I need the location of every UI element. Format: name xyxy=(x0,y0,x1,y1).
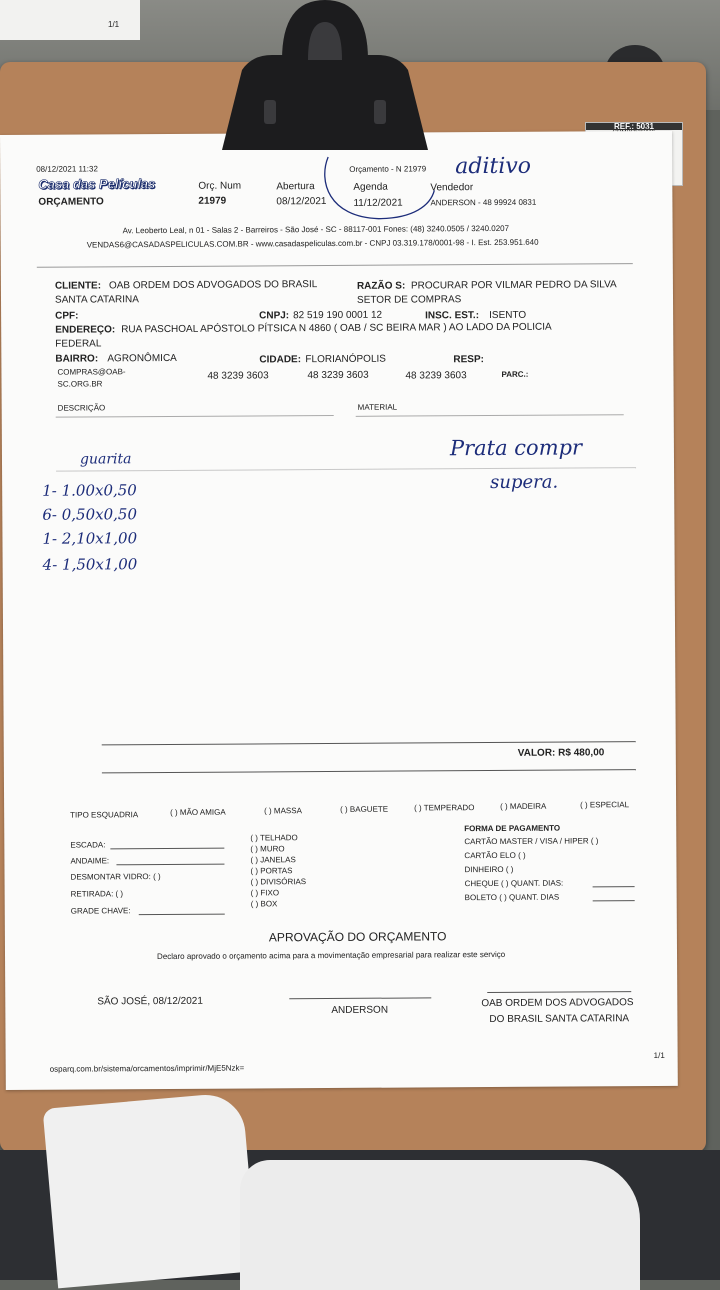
boleto-days-line xyxy=(593,900,635,901)
tipo-option: ( ) MADEIRA xyxy=(500,801,547,811)
top-paper-page: 1/1 xyxy=(108,20,120,29)
cliente-name: OAB ORDEM DOS ADVOGADOS DO BRASIL xyxy=(108,279,318,292)
approval-client-2: DO BRASIL SANTA CATARINA xyxy=(489,1013,630,1026)
handwritten-item: 4- 1,50x1,00 xyxy=(42,555,138,574)
footer-page: 1/1 xyxy=(653,1050,665,1061)
service-option: ( ) MURO xyxy=(250,844,285,854)
payment-option: CHEQUE ( ) QUANT. DIAS: xyxy=(464,878,564,889)
service-option: ( ) FIXO xyxy=(250,888,280,898)
clipboard-clip xyxy=(212,0,438,160)
payment-option: DINHEIRO ( ) xyxy=(464,864,514,875)
cnpj-label: CNPJ: xyxy=(259,310,290,322)
tipo-option: ( ) ESPECIAL xyxy=(580,800,630,810)
insc-value: ISENTO xyxy=(489,309,527,322)
cpf-label: CPF: xyxy=(55,310,79,322)
parc-label: PARC.: xyxy=(501,369,529,379)
company-address: Av. Leoberto Leal, n 01 - Salas 2 - Barreiros - São José - SC - 88117-001 Fones: (48) 3240.0505 / 3240.0207 xyxy=(122,223,510,236)
orc-num-label: Orç. Num xyxy=(198,180,242,192)
material-header: MATERIAL xyxy=(357,402,398,412)
payment-option: CARTÃO ELO ( ) xyxy=(464,850,526,861)
razao-social-2: SETOR DE COMPRAS xyxy=(356,294,462,306)
endereco-value-2: FEDERAL xyxy=(55,338,102,350)
header-divider xyxy=(37,263,633,268)
handwritten-aditivo: aditivo xyxy=(455,153,532,180)
payment-option: CARTÃO MASTER / VISA / HIPER ( ) xyxy=(464,836,599,847)
payment-title: FORMA DE PAGAMENTO xyxy=(464,823,561,834)
razao-label: RAZÃO S: xyxy=(356,280,406,292)
fabric-foreground xyxy=(240,1160,640,1290)
cliente-label: CLIENTE: xyxy=(54,280,102,292)
handwritten-item: 1- 2,10x1,00 xyxy=(42,529,138,548)
footer-url: osparq.com.br/sistema/orcamentos/imprimir/MjE5Nzk= xyxy=(49,1063,245,1074)
tipo-option: ( ) MÃO AMIGA xyxy=(170,807,226,817)
escada-line xyxy=(110,848,224,850)
endereco-value: RUA PASCHOAL APÓSTOLO PÍTSICA N 4860 ( OAB / SC BEIRA MAR ) AO LADO DA POLICIA xyxy=(121,321,552,336)
cliente-name-2: SANTA CATARINA xyxy=(54,294,139,306)
valor-line-top xyxy=(102,741,636,745)
approval-place-date: SÃO JOSÉ, 08/12/2021 xyxy=(97,995,203,1008)
company-contact: VENDAS6@CASADASPELICULAS.COM.BR - www.casadaspeliculas.com.br - CNPJ 03.319.178/0001-98 - I. Est. 253.951.640 xyxy=(86,237,539,250)
handwritten-item: 6- 0,50x0,50 xyxy=(42,505,138,524)
retirada: RETIRADA: ( ) xyxy=(70,889,124,899)
andaime-label: ANDAIME: xyxy=(70,856,110,866)
phone-1: 48 3239 3603 xyxy=(207,370,269,382)
email-line-1: COMPRAS@OAB- xyxy=(57,367,126,377)
service-option: ( ) JANELAS xyxy=(250,855,296,865)
cidade-value: FLORIANÓPOLIS xyxy=(305,353,386,366)
top-paper xyxy=(0,0,140,40)
andaime-line xyxy=(116,864,224,866)
handwritten-item-title: guarita xyxy=(79,451,132,468)
agenda-label: Agenda xyxy=(353,181,388,193)
desmontar-vidro: DESMONTAR VIDRO: ( ) xyxy=(70,872,161,882)
grade-chave-label: GRADE CHAVE: xyxy=(70,906,131,916)
vendedor-label: Vendedor xyxy=(430,182,474,194)
tipo-option: ( ) BAGUETE xyxy=(340,804,389,814)
approval-title: APROVAÇÃO DO ORÇAMENTO xyxy=(268,929,447,945)
abertura-date: 08/12/2021 xyxy=(276,196,327,208)
service-option: ( ) PORTAS xyxy=(250,866,293,876)
cnpj-value: 82 519 190 0001 12 xyxy=(293,309,383,322)
sticker-ref: REF.: 5031 xyxy=(586,123,682,130)
budget-sheet xyxy=(0,131,678,1090)
descricao-underline xyxy=(56,415,334,418)
bairro-value: AGRONÔMICA xyxy=(107,352,177,365)
service-option: ( ) TELHADO xyxy=(250,833,298,843)
seller-signature-line xyxy=(289,997,431,999)
phone-2: 48 3239 3603 xyxy=(307,369,369,382)
tipo-option: ( ) TEMPERADO xyxy=(414,803,475,813)
cidade-label: CIDADE: xyxy=(259,354,302,366)
grade-chave-line xyxy=(139,914,225,916)
descricao-header: DESCRIÇÃO xyxy=(57,403,106,413)
email-line-2: SC.ORG.BR xyxy=(57,379,103,389)
approval-client-1: OAB ORDEM DOS ADVOGADOS xyxy=(481,997,634,1010)
payment-option: BOLETO ( ) QUANT. DIAS xyxy=(464,892,560,903)
fabric-foreground xyxy=(43,1092,258,1289)
company-logo: Casa das Películas xyxy=(38,176,156,192)
insc-label: INSC. EST.: xyxy=(425,310,480,322)
service-option: ( ) DIVISÓRIAS xyxy=(250,877,307,887)
approval-seller: ANDERSON xyxy=(331,1004,389,1016)
phone-3: 48 3239 3603 xyxy=(405,370,467,382)
handwritten-circle xyxy=(318,150,438,223)
document-type: ORÇAMENTO xyxy=(38,196,104,208)
handwritten-item: 1- 1.00x0,50 xyxy=(42,481,137,500)
abertura-label: Abertura xyxy=(276,181,315,193)
vendedor: ANDERSON - 48 99924 0831 xyxy=(430,197,537,208)
orc-num: 21979 xyxy=(198,195,227,207)
handwritten-material-2: supera. xyxy=(490,471,559,494)
tipo-esquadria-label: TIPO ESQUADRIA xyxy=(70,810,139,820)
bairro-label: BAIRRO: xyxy=(55,353,99,365)
valor-total: VALOR: R$ 480,00 xyxy=(517,747,605,759)
print-datetime: 08/12/2021 11:32 xyxy=(36,164,98,174)
cheque-days-line xyxy=(593,886,635,887)
handwritten-material-1: Prata compr xyxy=(449,435,583,461)
service-option: ( ) BOX xyxy=(250,899,278,909)
agenda-date: 11/12/2021 xyxy=(353,197,403,209)
escada-label: ESCADA: xyxy=(70,840,106,850)
razao-social: PROCURAR POR VILMAR PEDRO DA SILVA xyxy=(410,279,617,292)
valor-line-bottom xyxy=(102,769,636,773)
resp-label: RESP: xyxy=(453,354,484,366)
tipo-option: ( ) MASSA xyxy=(264,806,302,816)
endereco-label: ENDEREÇO: xyxy=(55,324,116,336)
material-underline xyxy=(356,414,624,417)
client-signature-line xyxy=(487,991,631,993)
orcamento-ref: Orçamento - N 21979 xyxy=(349,164,427,174)
approval-text: Declaro aprovado o orçamento acima para a movimentação empresarial para realizar este serviço xyxy=(156,949,506,962)
